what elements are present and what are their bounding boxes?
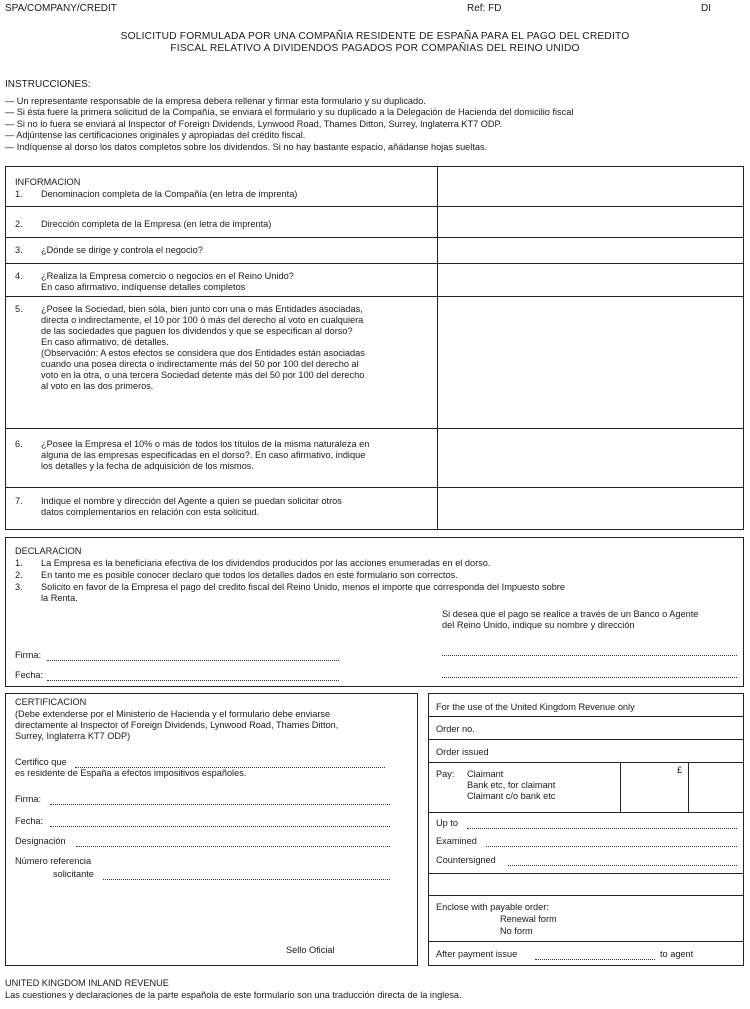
numero-referencia-field[interactable] — [103, 879, 390, 880]
solicitante-label: solicitante — [53, 869, 94, 879]
cert-firma-label: Firma: — [15, 794, 42, 804]
certifico-label: Certifico que — [15, 757, 67, 767]
cert-fecha-field[interactable] — [50, 826, 390, 827]
no-form-option[interactable]: No form — [500, 926, 533, 936]
amount-field[interactable] — [621, 763, 687, 811]
instruction-item: — Si ésta fuere la primera solicitud de la Compañía, se enviará el formulario y su duplicado a la Delegación de Hacienda del domicilio fiscal — [5, 107, 574, 117]
footer-agency: UNITED KINGDOM INLAND REVENUE — [5, 978, 169, 988]
bank-agent-note: Si desea que el pago se realice a través de un Banco o Agente del Reino Unido, indique su nombre y dirección — [442, 609, 699, 630]
answer-6-field[interactable] — [438, 429, 743, 486]
form-code: SPA/COMPANY/CREDIT — [5, 3, 117, 14]
pay-options: Claimant Bank etc, for claimant Claimant c/o bank etc — [467, 769, 556, 801]
bank-agent-field-2[interactable] — [442, 677, 737, 678]
firma-field[interactable] — [47, 660, 339, 661]
examined-field[interactable] — [486, 846, 737, 847]
cert-firma-field[interactable] — [50, 804, 390, 805]
to-agent-label: to agent — [660, 949, 694, 959]
instruction-item: — Un representante responsable de la empresa debera rellenar y firmar esta formulario y su duplicado. — [5, 96, 426, 106]
enclose-label: Enclose with payable order: — [436, 902, 549, 912]
renewal-form-option[interactable]: Renewal form — [500, 914, 557, 924]
numero-referencia-label: Número referencia — [15, 856, 92, 866]
up-to-label: Up to — [436, 818, 458, 828]
order-no-label: Order no. — [436, 724, 475, 734]
uk-revenue-section — [428, 693, 744, 966]
after-payment-field[interactable] — [535, 959, 655, 960]
designacion-field[interactable] — [76, 846, 390, 847]
residente-text: es residente de España a efectos impositivos españoles. — [15, 768, 247, 778]
answer-3-field[interactable] — [438, 238, 743, 262]
answer-4-field[interactable] — [438, 264, 743, 295]
form-title-line2: FISCAL RELATIVO A DIVIDENDOS PAGADOS POR COMPAÑIAS DEL REINO UNIDO — [170, 43, 580, 54]
after-payment-label: After payment issue — [436, 949, 518, 959]
instructions-heading: INSTRUCCIONES: — [5, 79, 91, 90]
form-title-line1: SOLICITUD FORMULADA POR UNA COMPAÑIA RESIDENTE DE ESPAÑA PARA EL PAGO DEL CREDITO — [120, 31, 630, 42]
order-issued-label: Order issued — [436, 747, 489, 757]
instruction-item: — Adjúntense las certificaciones originales y apropiadas del crédito fiscal. — [5, 130, 306, 140]
firma-label: Firma: — [15, 650, 42, 660]
fecha-label: Fecha: — [15, 670, 44, 680]
footer-note: Las cuestiones y declaraciones de la parte española de este formulario son una traducción directa de la inglesa. — [5, 990, 462, 1000]
declaracion-heading: DECLARACION — [15, 546, 82, 556]
countersigned-label: Countersigned — [436, 855, 496, 865]
bank-agent-field[interactable] — [442, 655, 737, 656]
reference: Ref: FD — [467, 3, 502, 14]
informacion-heading: INFORMACION — [15, 177, 81, 187]
pay-label: Pay: — [436, 769, 455, 779]
examined-label: Examined — [436, 836, 477, 846]
certificacion-heading: CERTIFICACION — [15, 697, 87, 707]
revenue-heading: For the use of the United Kingdom Revenue only — [436, 702, 635, 712]
instruction-item: — Indíquense al dorso los datos completos sobre los dividendos. Si no hay bastante espacio, añádanse hojas sueltas. — [5, 142, 488, 152]
fecha-field[interactable] — [47, 680, 339, 681]
pound-symbol: £ — [677, 765, 683, 775]
instruction-item: — Si no lo fuera se enviará al Inspector of Foreign Dividends, Lynwood Road, Thames Ditton, Surrey, Inglaterra KT7 ODP. — [5, 119, 503, 129]
answer-1-field[interactable] — [438, 167, 743, 205]
countersigned-field[interactable] — [508, 865, 737, 866]
cert-fecha-label: Fecha: — [15, 816, 44, 826]
answer-7-field[interactable] — [438, 488, 743, 529]
answer-5-field[interactable] — [438, 297, 743, 427]
up-to-field[interactable] — [467, 828, 737, 829]
certificacion-note: (Debe extenderse por el Ministerio de Hacienda y el formulario debe enviarse directamente al Inspector of Foreign Dividends, Lynwood Road, Thames Ditton, Surrey, Inglaterra KT7 ODP) — [15, 709, 339, 741]
form-id: DI — [701, 3, 711, 14]
designacion-label: Designación — [15, 836, 66, 846]
sello-oficial-label: Sello Oficial — [286, 945, 335, 955]
answer-2-field[interactable] — [438, 207, 743, 236]
